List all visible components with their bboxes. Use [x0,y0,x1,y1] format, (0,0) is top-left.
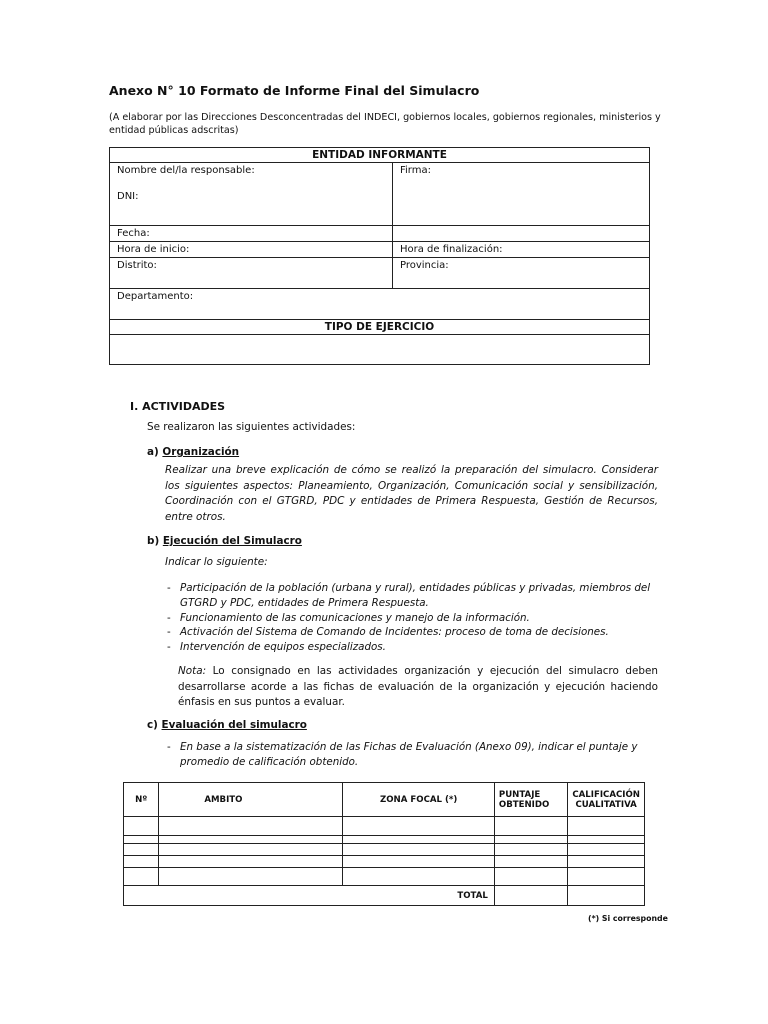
end-time-label: Hora de finalización: [400,244,503,255]
table-cell[interactable] [124,817,159,836]
section-intro: Se realizaron las siguientes actividades: [147,421,356,433]
district-cell[interactable] [110,258,393,289]
subsection-b-intro: Indicar lo siguiente: [165,556,268,568]
table-cell[interactable] [124,836,159,844]
date-cell[interactable] [110,226,393,242]
subsection-b-heading [147,535,302,547]
total-puntaje-cell[interactable] [494,886,567,906]
table-cell[interactable] [343,817,494,836]
table-cell[interactable] [494,817,567,836]
table-cell[interactable] [568,844,645,856]
subsection-c-label: Evaluación del simulacro [161,719,307,731]
table-cell[interactable] [124,844,159,856]
subsection-b-label: Ejecución del Simulacro [162,535,302,547]
list-item: - Intervención de equipos especializados. [165,640,665,655]
total-calificacion-cell[interactable] [568,886,645,906]
table-cell[interactable] [124,868,159,886]
department-label: Departamento: [117,291,194,302]
col-header-calificacion: CALIFICACIÓN CUALITATIVA [568,783,645,817]
subsection-a-text: Realizar una breve explicación de cómo se realizó la preparación del simulacro. Considerar los siguientes aspectos: Planeamiento, Organización, Comunicación social y sensibilización, Coordinación con el GTGRD, PDC y entidades de Primera Respuesta, Gestión de Recursos, entre otros. [165,464,658,523]
table-cell[interactable] [343,844,494,856]
department-cell[interactable] [110,289,650,320]
responsible-cell[interactable] [110,163,393,226]
table-cell[interactable] [494,836,567,844]
table-cell[interactable] [343,856,494,868]
table-cell[interactable] [343,868,494,886]
list-item: - Participación de la población (urbana y rural), entidades públicas y privadas, miembros del GTGRD y PDC, entidades de Primera Respuesta. [165,581,665,611]
exercise-type-header: TIPO DE EJERCICIO [110,320,650,335]
start-time-label: Hora de inicio: [117,244,190,255]
note-text: Lo consignado en las actividades organización y ejecución del simulacro deben desarrollarse acorde a las fichas de evaluación de la organización y ejecución haciendo énfasis en sus puntos a evaluar. [178,665,658,708]
exercise-type-cell[interactable] [110,335,650,365]
subsection-c-marker: c) [147,719,158,731]
date-empty-cell[interactable] [393,226,650,242]
evaluation-table [123,782,645,906]
responsible-label: Nombre del/la responsable: [117,165,255,176]
subsection-c-bullet-list [165,740,645,770]
table-cell[interactable] [568,836,645,844]
table-row [124,844,645,856]
end-time-cell[interactable] [393,242,650,258]
table-cell[interactable] [159,817,343,836]
table-row [124,856,645,868]
list-item: - En base a la sistematización de las Fichas de Evaluación (Anexo 09), indicar el puntaje y promedio de calificación obtenido. [165,740,645,770]
subsection-c-heading [147,719,307,731]
section-title: I. ACTIVIDADES [130,400,226,413]
entity-info-table [109,147,650,365]
table-cell[interactable] [343,836,494,844]
date-label: Fecha: [117,228,150,239]
document-title: Anexo N° 10 Formato de Informe Final del Simulacro [109,83,480,98]
col-header-zona-focal: ZONA FOCAL (*) [343,783,494,817]
table-cell[interactable] [159,856,343,868]
district-label: Distrito: [117,260,157,271]
table-cell[interactable] [124,856,159,868]
col-header-ambito: AMBITO [159,783,343,817]
dni-label: DNI: [117,191,139,202]
table-cell[interactable] [568,817,645,836]
table-row [124,868,645,886]
table-cell[interactable] [494,856,567,868]
entity-table-header: ENTIDAD INFORMANTE [110,148,650,163]
subsection-b-note [178,664,658,711]
table-cell[interactable] [159,836,343,844]
subsection-b-marker: b) [147,535,160,547]
subsection-a-marker: a) [147,446,159,458]
note-label: Nota: [178,665,207,677]
table-row [124,836,645,844]
signature-cell[interactable] [393,163,650,226]
subsection-a-label: Organización [162,446,240,458]
footnote: (*) Si corresponde [588,914,668,923]
table-cell[interactable] [159,868,343,886]
list-item: - Funcionamiento de las comunicaciones y manejo de la información. [165,611,665,626]
table-cell[interactable] [159,844,343,856]
col-header-puntaje: PUNTAJE OBTENIDO [494,783,567,817]
table-cell[interactable] [568,856,645,868]
table-cell[interactable] [568,868,645,886]
list-item: - Activación del Sistema de Comando de Incidentes: proceso de toma de decisiones. [165,625,665,640]
table-cell[interactable] [494,868,567,886]
table-row [124,817,645,836]
subsection-b-bullet-list [165,581,665,655]
table-cell[interactable] [494,844,567,856]
signature-label: Firma: [400,165,431,176]
document-subtitle: (A elaborar por las Direcciones Desconcentradas del INDECI, gobiernos locales, gobiernos regionales, ministerios y entidad públicas adscritas) [109,112,661,136]
total-label: TOTAL [124,886,495,906]
col-header-num: Nº [124,783,159,817]
province-label: Provincia: [400,260,449,271]
total-row [124,886,645,906]
start-time-cell[interactable] [110,242,393,258]
subsection-a-heading [147,446,239,458]
province-cell[interactable] [393,258,650,289]
